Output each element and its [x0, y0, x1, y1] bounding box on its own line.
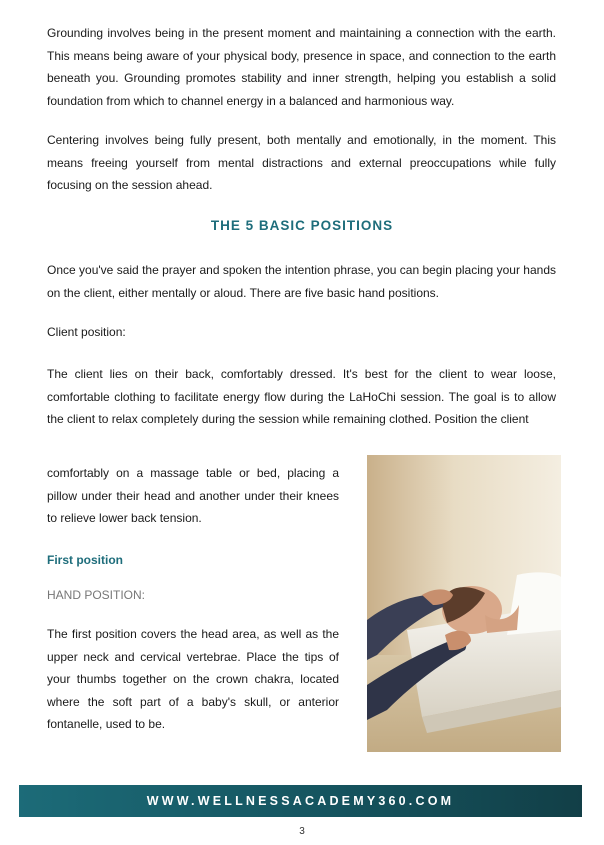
hand-position-label: HAND POSITION: — [47, 588, 146, 602]
first-position-title: First position — [47, 553, 123, 567]
head-treatment-photo — [367, 455, 561, 752]
client-position-label: Client position: — [47, 325, 126, 339]
client-position-continued: comfortably on a massage table or bed, placing a pillow under their head and another under their knees to relieve lower back tension. — [47, 466, 339, 525]
footer-url[interactable]: WWW.WELLNESSACADEMY360.COM — [146, 794, 455, 808]
grounding-paragraph: Grounding involves being in the present moment and maintaining a connection with the earth. This means being aware of your physical body, presence in space, and connection to the earth beneath you. Grounding promotes stability and inner strength, helping you establish a solid foundation from which to channel energy in a balanced and harmonious way. — [47, 26, 556, 108]
intro-paragraph: Once you've said the prayer and spoken the intention phrase, you can begin placing your hands on the client, either mentally or aloud. There are five basic hand positions. — [47, 263, 556, 300]
section-heading: THE 5 BASIC POSITIONS — [210, 218, 394, 233]
footer-banner — [19, 785, 582, 817]
first-position-paragraph: The first position covers the head area, as well as the upper neck and cervical vertebrae. Place the tips of your thumbs together on the crown chakra, located where the soft part of a baby's skull, or anterior fontanelle, used to be. — [47, 627, 339, 731]
page-number: 3 — [299, 826, 305, 837]
centering-paragraph: Centering involves being fully present, both mentally and emotionally, in the moment. This means freeing yourself from mental distractions and external preoccupations while fully focusing on the session ahead. — [47, 133, 556, 192]
client-position-paragraph: The client lies on their back, comfortably dressed. It's best for the client to wear loose, comfortable clothing to facilitate energy flow during the LaHoChi session. The goal is to allow the client to relax completely during the session while remaining clothed. Position the client — [47, 367, 556, 426]
photo-illustration — [367, 455, 561, 752]
